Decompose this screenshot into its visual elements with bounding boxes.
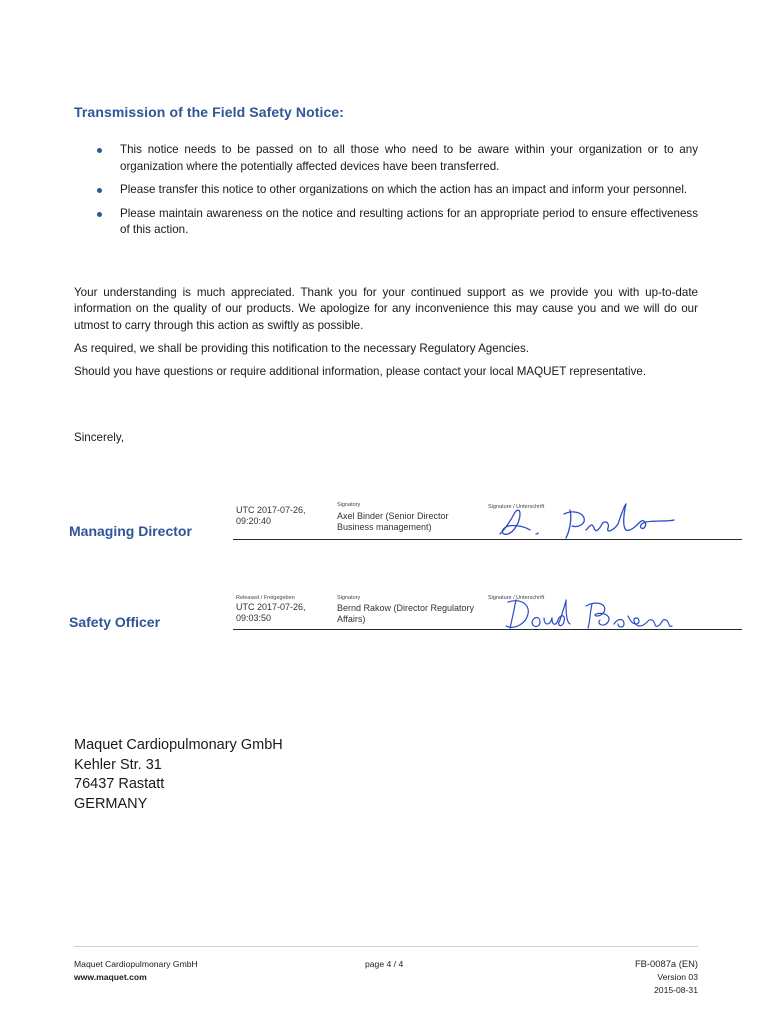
bullet-dot-icon — [97, 148, 102, 153]
footer-page-number: page 4 / 4 — [365, 959, 404, 969]
footer-website-link[interactable]: www.maquet.com — [74, 972, 147, 982]
signature-timestamp: UTC 2017-07-26, 09:03:50 — [236, 602, 306, 623]
address-company: Maquet Cardiopulmonary GmbH — [74, 737, 283, 753]
footer-doc-id: FB-0087a (EN) — [634, 958, 698, 969]
closing-text: Sincerely, — [74, 431, 125, 444]
signature-label: Signature / Unterschrift — [488, 595, 545, 601]
footer-divider — [74, 946, 698, 947]
company-address — [74, 736, 283, 814]
signature-line — [233, 629, 742, 630]
signatory-name: Bernd Rakow (Director Regulatory Affairs) — [337, 603, 475, 624]
bullet-item: This notice needs to be passed on to all those who need to be aware within your organization or to any organization where the potentially affected devices have been transferred. — [74, 142, 698, 175]
section-heading: Transmission of the Field Safety Notice: — [74, 104, 345, 120]
footer-company: Maquet Cardiopulmonary GmbH — [74, 959, 198, 969]
handwritten-signature-rakow — [500, 596, 680, 632]
address-city: 76437 Rastatt — [74, 776, 165, 792]
bullet-item: Please maintain awareness on the notice and resulting actions for an appropriate period to ensure effectiveness of this action. — [74, 206, 698, 239]
contact-paragraph: Should you have questions or require additional information, please contact your local MAQUET representative. — [74, 365, 647, 378]
managing-director-label: Managing Director — [69, 523, 192, 539]
signature-line — [233, 539, 742, 540]
bullet-item: Please transfer this notice to other organizations on which the action has an impact and inform your personnel. — [74, 182, 698, 199]
safety-officer-label: Safety Officer — [69, 614, 161, 630]
bullet-list — [74, 142, 698, 246]
signature-timestamp: UTC 2017-07-26, 09:20:40 — [236, 505, 306, 526]
appreciation-paragraph: Your understanding is much appreciated. Thank you for your continued support as we provide you with up-to-date information on the quality of our products. We apologize for any inconvenience this may cause you and we will do our utmost to carry through this action as swiftly as possible. — [74, 286, 698, 332]
released-label: Released / Freigegeben — [236, 595, 295, 601]
signatory-label: Signatory — [337, 502, 361, 508]
footer-version: Version 03 — [657, 972, 698, 982]
signature-label: Signature / Unterschrift — [488, 504, 545, 510]
handwritten-signature-binder — [490, 500, 690, 542]
regulatory-paragraph: As required, we shall be providing this notification to the necessary Regulatory Agencies. — [74, 342, 529, 355]
signatory-name: Axel Binder (Senior Director Business management) — [337, 511, 449, 532]
address-street: Kehler Str. 31 — [74, 756, 162, 773]
footer-date: 2015-08-31 — [654, 985, 698, 995]
bullet-dot-icon — [97, 212, 102, 217]
bullet-dot-icon — [97, 188, 102, 193]
signatory-label: Signatory — [337, 595, 361, 601]
address-country: GERMANY — [74, 795, 148, 812]
